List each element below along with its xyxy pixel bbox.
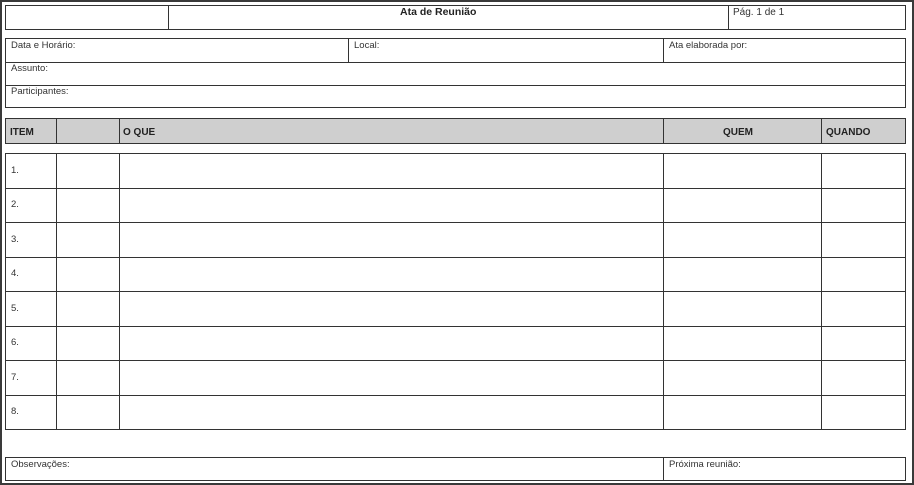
column-header-who: QUEM <box>723 127 753 138</box>
info-row-line <box>5 62 906 63</box>
row-number: 6. <box>11 337 19 348</box>
row-line <box>5 257 906 258</box>
column-divider <box>119 118 120 144</box>
page-number: Pág. 1 de 1 <box>733 7 785 18</box>
participants-label: Participantes: <box>11 86 69 97</box>
footer-block <box>5 457 906 481</box>
column-header-item: ITEM <box>10 127 34 138</box>
row-line <box>5 188 906 189</box>
info-divider <box>663 38 664 62</box>
subject-label: Assunto: <box>11 63 48 74</box>
info-divider <box>348 38 349 62</box>
column-divider <box>56 118 57 144</box>
document-title: Ata de Reunião <box>400 6 477 18</box>
row-number: 4. <box>11 268 19 279</box>
column-header-what: O QUE <box>123 127 156 138</box>
header-divider <box>728 5 729 30</box>
next-meeting-label: Próxima reunião: <box>669 459 741 470</box>
row-number: 3. <box>11 234 19 245</box>
row-number: 1. <box>11 165 19 176</box>
info-block <box>5 38 906 108</box>
row-line <box>5 326 906 327</box>
row-line <box>5 222 906 223</box>
row-number: 7. <box>11 372 19 383</box>
row-number: 8. <box>11 406 19 417</box>
row-line <box>5 395 906 396</box>
header-divider <box>168 5 169 30</box>
row-line <box>5 360 906 361</box>
author-label: Ata elaborada por: <box>669 40 748 51</box>
notes-label: Observações: <box>11 459 70 470</box>
row-number: 5. <box>11 303 19 314</box>
column-divider <box>821 118 822 144</box>
column-header-when: QUANDO <box>826 127 871 138</box>
place-label: Local: <box>354 40 380 51</box>
row-number: 2. <box>11 199 19 210</box>
footer-divider <box>663 457 664 481</box>
row-line <box>5 291 906 292</box>
column-divider <box>663 118 664 144</box>
date-time-label: Data e Horário: <box>11 40 76 51</box>
info-row-line <box>5 85 906 86</box>
